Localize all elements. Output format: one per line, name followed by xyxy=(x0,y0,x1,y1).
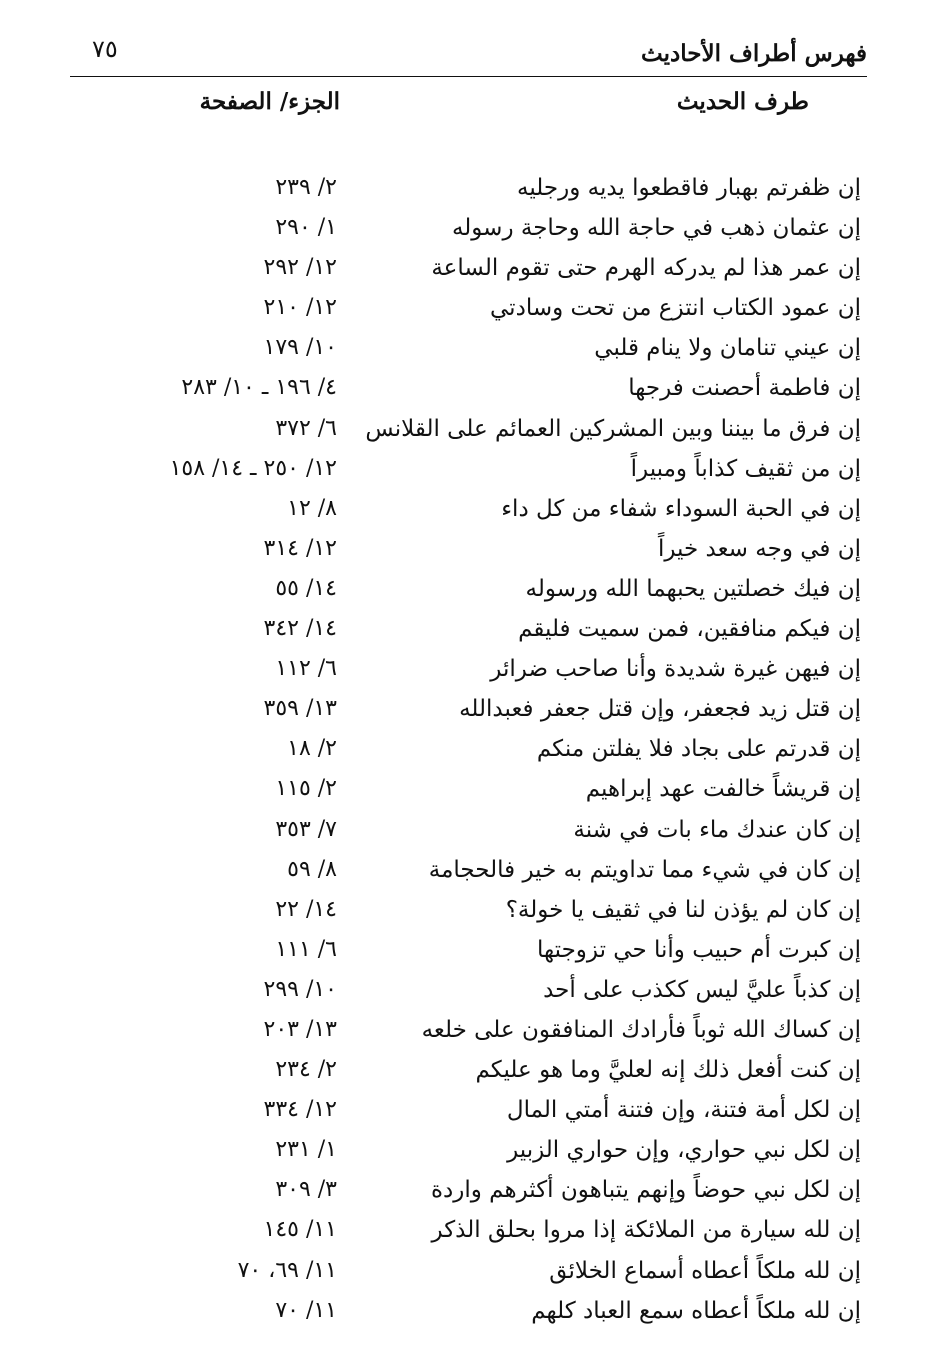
index-entry xyxy=(0,328,949,368)
hadith-text: إن لكل أمة فتنة، وإن فتنة أمتي المال xyxy=(506,1097,861,1124)
hadith-text: إن قدرتم على بجاد فلا يفلتن منكم xyxy=(536,736,861,763)
index-entry xyxy=(0,288,949,328)
volume-page-ref: ٢/ ٢٣٩ xyxy=(275,175,337,200)
column-header-hadith: طرف الحديث xyxy=(676,88,809,115)
hadith-text: إن فيك خصلتين يحبهما الله ورسوله xyxy=(525,575,861,602)
index-entry xyxy=(0,1010,949,1050)
index-entry xyxy=(0,569,949,609)
hadith-text: إن كان في شيء مما تداويتم به خير فالحجامة xyxy=(428,856,861,883)
volume-page-ref: ١٠/ ٢٩٩ xyxy=(263,976,337,1002)
hadith-text: إن فرق ما بيننا وبين المشركين العمائم على القلانس xyxy=(365,415,861,442)
volume-page-ref: ١٤/ ٣٤٢ xyxy=(263,616,337,642)
volume-page-ref: ٦/ ١١٢ xyxy=(275,656,337,682)
index-entry xyxy=(0,729,949,769)
running-header xyxy=(70,30,867,77)
index-entry xyxy=(0,769,949,809)
index-entry xyxy=(0,1170,949,1210)
volume-page-ref: ٧/ ٣٥٣ xyxy=(275,816,337,842)
hadith-text: إن كساك الله ثوباً فأرادك المنافقون على خلعه xyxy=(421,1016,861,1043)
index-entry xyxy=(0,409,949,449)
index-entry xyxy=(0,529,949,569)
hadith-text: إن قتل زيد فجعفر، وإن قتل جعفر فعبدالله xyxy=(459,696,861,723)
volume-page-ref: ١١/ ٧٠ xyxy=(275,1297,337,1323)
column-headers xyxy=(0,88,949,122)
hadith-text: إن عثمان ذهب في حاجة الله وحاجة رسوله xyxy=(451,215,861,242)
hadith-text: إن كان عندك ماء بات في شنة xyxy=(573,816,861,843)
index-entry xyxy=(0,449,949,489)
hadith-text: إن كبرت أم حبيب وأنا حي تزوجتها xyxy=(537,936,861,963)
hadith-text: إن لله سيارة من الملائكة إذا مروا بحلق الذكر xyxy=(431,1217,861,1244)
volume-page-ref: ١٣/ ٢٠٣ xyxy=(263,1016,337,1042)
page-number: ٧٥ xyxy=(92,35,118,63)
volume-page-ref: ١/ ٢٣١ xyxy=(275,1137,337,1163)
volume-page-ref: ١/ ٢٩٠ xyxy=(275,215,337,241)
volume-page-ref: ١٢/ ٢٥٠ ـ ١٤/ ١٥٨ xyxy=(169,455,337,481)
index-entry xyxy=(0,1251,949,1291)
index-entry xyxy=(0,970,949,1010)
volume-page-ref: ٤/ ١٩٦ ـ ١٠/ ٢٨٣ xyxy=(181,375,337,401)
hadith-text: إن في وجه سعد خيراً xyxy=(657,535,861,562)
volume-page-ref: ٨/ ١٢ xyxy=(287,495,337,521)
hadith-text: إن فاطمة أحصنت فرجها xyxy=(628,375,861,402)
hadith-text: إن كنت أفعل ذلك إنه لعليَّ وما هو عليكم xyxy=(475,1057,861,1084)
hadith-text: إن فيهن غيرة شديدة وأنا صاحب ضرائر xyxy=(490,656,861,683)
hadith-text: إن من ثقيف كذاباً ومبيراً xyxy=(630,455,861,482)
index-entry xyxy=(0,1210,949,1250)
volume-page-ref: ٢/ ٢٣٤ xyxy=(275,1057,337,1083)
volume-page-ref: ١٤/ ٢٢ xyxy=(275,896,337,922)
volume-page-ref: ١٢/ ٣٣٤ xyxy=(263,1097,337,1123)
volume-page-ref: ١٢/ ٢١٠ xyxy=(263,295,337,321)
hadith-text: إن لكل نبي حواري، وإن حواري الزبير xyxy=(507,1137,861,1164)
volume-page-ref: ١٣/ ٣٥٩ xyxy=(263,696,337,722)
volume-page-ref: ١٠/ ١٧٩ xyxy=(263,335,337,361)
hadith-text: إن في الحبة السوداء شفاء من كل داء xyxy=(501,495,861,522)
hadith-index-list xyxy=(0,168,949,1331)
volume-page-ref: ٦/ ٣٧٢ xyxy=(275,415,337,441)
volume-page-ref: ٣/ ٣٠٩ xyxy=(275,1177,337,1203)
index-entry xyxy=(0,689,949,729)
hadith-text: إن قريشاً خالفت عهد إبراهيم xyxy=(585,776,861,803)
volume-page-ref: ١٢/ ٣١٤ xyxy=(263,535,337,561)
volume-page-ref: ١١/ ٦٩، ٧٠ xyxy=(237,1257,337,1283)
index-entry xyxy=(0,850,949,890)
index-entry xyxy=(0,489,949,529)
hadith-text: إن كذباً عليَّ ليس ككذب على أحد xyxy=(543,976,861,1003)
hadith-text: إن فيكم منافقين، فمن سميت فليقم xyxy=(518,616,861,643)
index-entry xyxy=(0,649,949,689)
hadith-text: إن كان لم يؤذن لنا في ثقيف يا خولة؟ xyxy=(505,896,861,923)
hadith-text: إن ظفرتم بهبار فاقطعوا يديه ورجليه xyxy=(517,175,861,201)
column-header-reference: الجزء/ الصفحة xyxy=(199,88,340,115)
volume-page-ref: ٢/ ١٨ xyxy=(287,736,337,762)
index-entry xyxy=(0,930,949,970)
running-title: فهرس أطراف الأحاديث xyxy=(641,40,867,67)
hadith-text: إن عمود الكتاب انتزع من تحت وسادتي xyxy=(490,295,861,322)
hadith-text: إن لكل نبي حوضاً وإنهم يتباهون أكثرهم واردة xyxy=(430,1177,861,1204)
index-entry xyxy=(0,1291,949,1331)
index-entry xyxy=(0,810,949,850)
index-entry xyxy=(0,890,949,930)
hadith-text: إن عمر هذا لم يدركه الهرم حتى تقوم الساعة xyxy=(431,255,861,282)
volume-page-ref: ١٢/ ٢٩٢ xyxy=(263,255,337,281)
hadith-text: إن لله ملكاً أعطاه أسماع الخلائق xyxy=(549,1257,861,1284)
volume-page-ref: ١١/ ١٤٥ xyxy=(263,1217,337,1243)
index-entry xyxy=(0,609,949,649)
volume-page-ref: ٢/ ١١٥ xyxy=(275,776,337,802)
hadith-text: إن لله ملكاً أعطاه سمع العباد كلهم xyxy=(531,1297,861,1324)
volume-page-ref: ٦/ ١١١ xyxy=(275,936,337,962)
index-entry xyxy=(0,1130,949,1170)
hadith-text: إن عيني تنامان ولا ينام قلبي xyxy=(594,335,861,362)
volume-page-ref: ١٤/ ٥٥ xyxy=(275,575,337,601)
index-entry xyxy=(0,208,949,248)
index-entry xyxy=(0,1090,949,1130)
index-entry xyxy=(0,368,949,408)
index-entry xyxy=(0,248,949,288)
volume-page-ref: ٨/ ٥٩ xyxy=(287,856,337,882)
index-entry xyxy=(0,1050,949,1090)
index-entry xyxy=(0,168,949,208)
